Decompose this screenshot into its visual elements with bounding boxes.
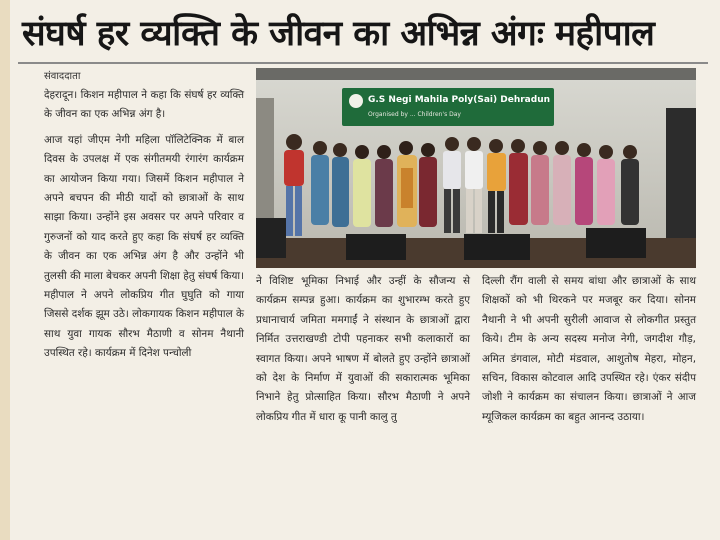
article-column-right — [482, 272, 696, 433]
group-photo-illustration — [256, 68, 696, 268]
paragraph-intro: देहरादून। किशन महीपाल ने कहा कि संघर्ष हर व्यक्ति के जीवन का एक अभिन्न अंग है। — [44, 89, 244, 121]
banner-title: G.S Negi Mahila Poly(Sai) Dehradun — [368, 95, 551, 105]
paragraph-body: आज यहां जीएम नेगी महिला पॉलिटेक्निक में बाल दिवस के उपलक्ष में एक संगीतमयी रंगारंग कार्यक्रम का आयोजन किया गया। जिसमें किशन महीपाल ने अपने बचपन की मीठी यादों को छात्राओं के साथ साझा किया। उन्होंने इस अवसर पर अपने परिवार व गुरुजनों को याद करते हुए कहा कि संघर्ष हर व्यक्ति के जीवन का एक अभिन्न अंग है और उन्होंने भी तुलसी की माला बेचकर अपनी शिक्षा हेतु संघर्ष किया। महीपाल ने अपने लोकप्रिय गीत घुघुति को गाया जिससे दर्शक झूम उठे। लोकगायक किशन महीपाल के साथ युवा गायक सौरभ मैठाणी व सोनम नैथानी उपस्थित रहे। कार्यक्रम में दिनेश पन्चोली — [44, 133, 244, 360]
event-banner — [342, 88, 554, 126]
paragraph-middle: ने विशिष्ट भूमिका निभाई और उन्हीं के सौजन्य से कार्यक्रम सम्पन्न हुआ। कार्यक्रम का शुभारम्भ करते हुए प्रधानाचार्य जमिता ममगाईं ने संस्थान के छात्राओं द्वारा निर्मित उत्तराखण्डी टोपी पहनाकर सभी कलाकारों का स्वागत किया। अपने भाषण में बोलते हुए उन्होंने छात्राओं को देश के निर्माण में युवाओं की सकारात्मक भूमिका निभाने हेतु प्रोत्साहित किया। सौरभ मैठाणी ने अपने लोकप्रिय गीत में धारा कू पानी कालु तु — [256, 275, 470, 423]
page-edge-strip — [0, 0, 10, 540]
headline-divider — [18, 62, 708, 64]
byline: संवाददाता — [44, 71, 81, 82]
paragraph-right: दिल्ली रौंग वाली से समय बांधा और छात्राओं के साथ शिक्षकों को भी थिरकने पर मजबूर कर दिया। सोनम नैथानी ने भी अपनी सुरीली आवाज से लोकगीत प्रस्तुत किये। टीम के अन्य सदस्य मनोज नेगी, जगदीश गौड़, अमित डंगवाल, मोटी मंडवाल, आशुतोष मेहरा, मोहन, सचिन, विकास कोटवाल आदि उपस्थित रहे। एंकर संदीप जोशी ने कार्यक्रम का संचालन किया। छात्राओं ने आज म्यूजिकल कार्यक्रम का बहुत आनन्द उठाया। — [482, 275, 696, 423]
article-headline: संघर्ष हर व्यक्ति के जीवन का अभिन्न अंगः महीपाल — [22, 14, 655, 54]
article-column-middle — [256, 272, 470, 433]
article-column-left — [44, 68, 244, 370]
banner-subtitle: Organised by ... Children's Day — [368, 111, 461, 118]
event-photo — [256, 68, 696, 268]
